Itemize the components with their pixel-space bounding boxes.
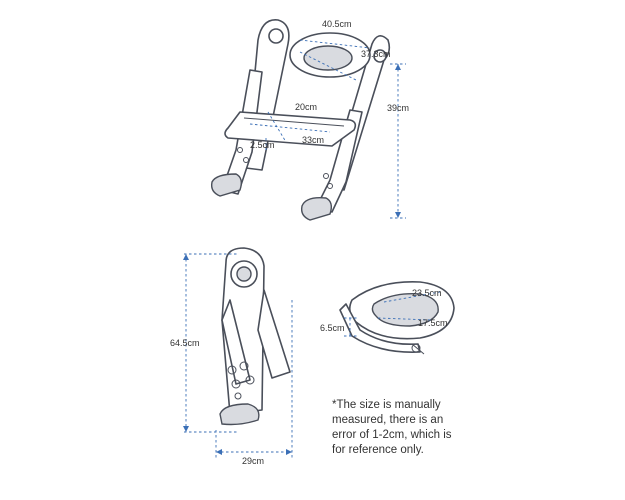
seat-insert-view bbox=[320, 282, 454, 354]
step-thickness-label: 2.5cm bbox=[250, 140, 275, 150]
step-width-label: 33cm bbox=[302, 135, 325, 145]
side-height-label: 64.5cm bbox=[170, 338, 200, 348]
seat-outer-label: 23.5cm bbox=[412, 288, 442, 298]
step-stool-perspective bbox=[212, 19, 409, 220]
top-depth-label: 37.3cm bbox=[361, 49, 391, 59]
top-width-label: 40.5cm bbox=[322, 19, 352, 29]
measurement-note: *The size is manually measured, there is an error of 1-2cm, which is for reference only. bbox=[332, 399, 452, 456]
step-depth-label: 20cm bbox=[295, 102, 318, 112]
seat-thickness-label: 6.5cm bbox=[320, 323, 345, 333]
top-height-label: 39cm bbox=[387, 103, 410, 113]
folded-side-view bbox=[170, 248, 292, 466]
side-depth-label: 29cm bbox=[242, 456, 265, 466]
seat-inner-label: 17.5cm bbox=[418, 318, 448, 328]
